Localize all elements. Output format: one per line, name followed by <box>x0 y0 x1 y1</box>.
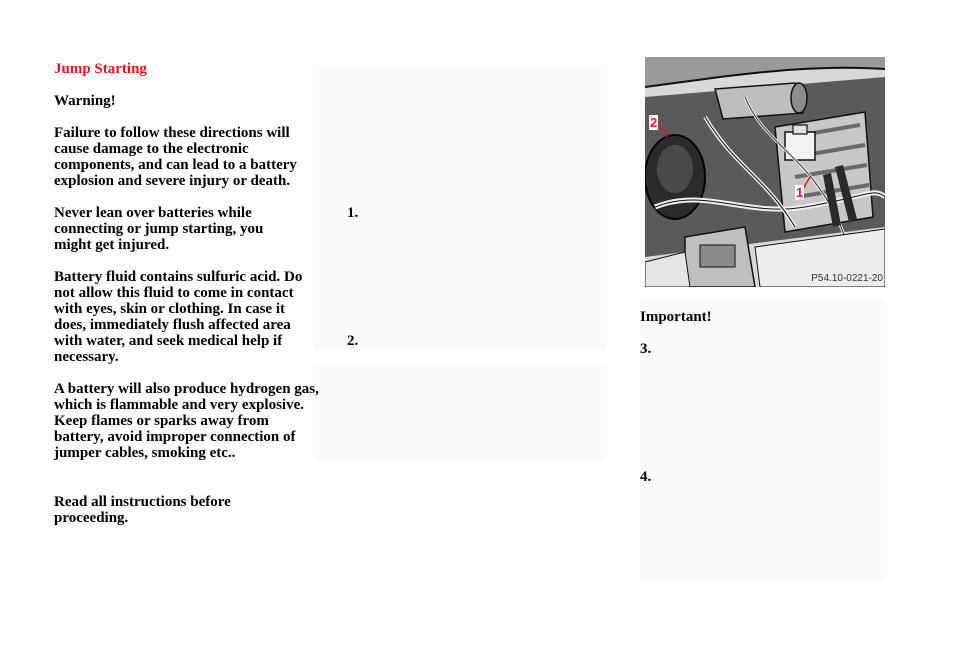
step-4-number: 4. <box>640 469 652 485</box>
warning-paragraph-1: Failure to follow these directions will cause damage to the electronic components, and can lead to a battery explosion and severe injury or death. <box>54 125 297 189</box>
important-heading: Important! <box>640 309 712 325</box>
warning-paragraph-4: A battery will also produce hydrogen gas, which is flammable and very explosive. Keep flames or sparks away from battery, avoid improper connection of jumper cables, smoking etc.. <box>54 381 319 461</box>
warning-paragraph-3: Battery fluid contains sulfuric acid. Do not allow this fluid to come in contact with eyes, skin or clothing. In case it does, immediately flush affected area with water, and seek medical help if necessary. <box>54 269 303 365</box>
step-3-number: 3. <box>640 341 652 357</box>
section-title: Jump Starting <box>54 61 147 77</box>
engine-bay-illustration <box>645 57 885 287</box>
warning-paragraph-2: Never lean over batteries while connecting or jump starting, you might get injured. <box>54 205 264 253</box>
warning-paragraph-5: Read all instructions before proceeding. <box>54 494 231 526</box>
figure-marker-2: 2 <box>650 115 658 130</box>
shaded-panel-right <box>640 300 885 580</box>
shaded-panel-top <box>315 65 605 350</box>
figure-caption: P54.10-0221-20 <box>811 273 883 284</box>
warning-heading: Warning! <box>54 93 116 109</box>
shaded-panel-bottom <box>315 365 605 460</box>
figure-marker-1: 1 <box>796 185 804 200</box>
step-1-number: 1. <box>347 205 359 221</box>
step-2-number: 2. <box>347 333 359 349</box>
